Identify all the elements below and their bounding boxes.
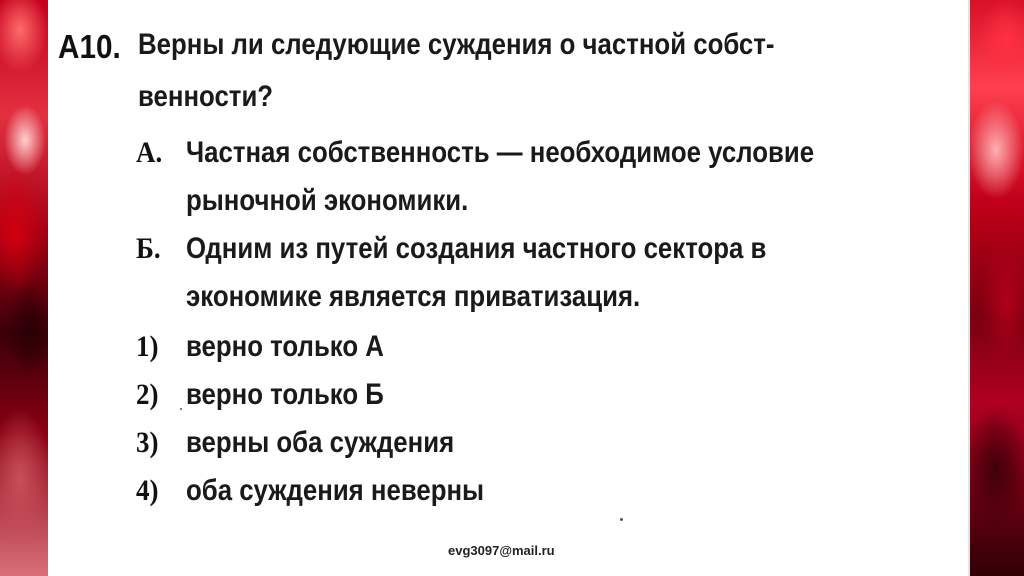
- option-3-marker: 3): [136, 426, 159, 459]
- option-4-text: оба суждения неверны: [186, 474, 485, 507]
- statement-b-marker: Б.: [136, 232, 161, 265]
- decorative-background-left: [0, 0, 48, 576]
- speck-dot: [620, 518, 623, 521]
- statement-a-marker: А.: [136, 136, 163, 169]
- question-page: [50, 0, 970, 576]
- speck-dot: [180, 408, 182, 410]
- option-2-marker: 2): [136, 378, 159, 411]
- statement-a-line-2: рыночной экономики.: [186, 184, 469, 217]
- option-1-marker: 1): [136, 330, 159, 363]
- option-4-marker: 4): [136, 474, 159, 507]
- footer-email: evg3097@mail.ru: [448, 543, 555, 558]
- statement-b-line-1: Одним из путей создания частного сектора в: [186, 232, 767, 265]
- statement-b-line-2: экономике является приватизация.: [186, 280, 641, 313]
- option-3-text: верны оба суждения: [186, 426, 455, 459]
- question-text-line-2: венности?: [138, 80, 274, 113]
- option-1-text: верно только А: [186, 330, 384, 363]
- decorative-background-right: [966, 0, 1024, 576]
- question-number: А10.: [58, 28, 121, 65]
- option-2-text: верно только Б: [186, 378, 384, 411]
- question-text-line-1: Верны ли следующие суждения о частной собст-: [138, 28, 775, 61]
- statement-a-line-1: Частная собственность — необходимое условие: [186, 136, 815, 169]
